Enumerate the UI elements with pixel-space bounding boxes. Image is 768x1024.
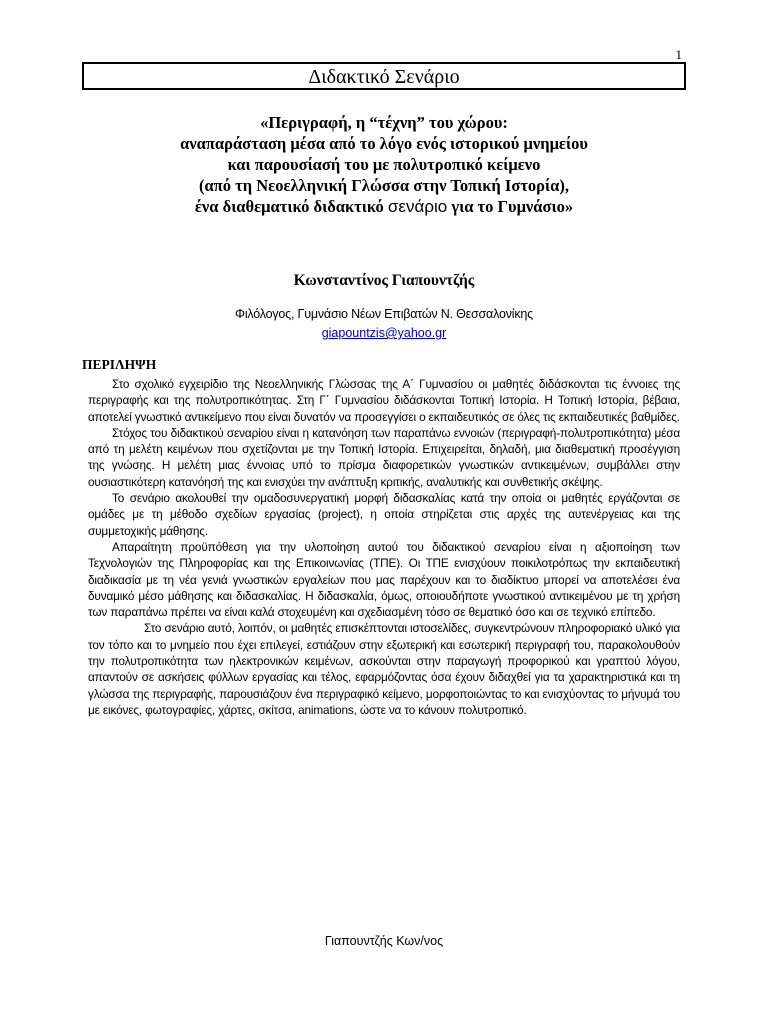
document-title: Διδακτικό Σενάριο	[82, 62, 686, 90]
author-email-link[interactable]: giapountzis@yahoo.gr	[321, 326, 447, 340]
heading-line-1: «Περιγραφή, η “τέχνη” του χώρου:	[260, 113, 508, 132]
heading-line-4: (από τη Νεοελληνική Γλώσσα στην Τοπική Ιστορία),	[199, 176, 569, 195]
heading-line-5-end: για το Γυμνάσιο»	[447, 197, 574, 216]
heading-line-5-scenario-word: σενάριο	[387, 197, 448, 216]
summary-body	[88, 376, 680, 718]
summary-paragraph-2: Στόχος του διδακτικού σεναρίου είναι η κατανόηση των παραπάνω εννοιών (περιγραφή-πολυτροπικότητα) μέσα από τη μελέτη κειμένων που σχετίζονται με την Τοπική Ιστορία. Επιχειρείται, δηλαδή, μια διαθεματική προσέγγιση της γνώσης. Η μελέτη μιας έννοιας υπό το πρίσμα διαφορετικών γνωστικών αντικειμένων, συμβάλλει στην ουσιαστικότερη κατανόησή της και ενισχύει την ανάπτυξη κριτικής, αναλυτικής και συνθετικής σκέψης.	[88, 425, 680, 489]
summary-paragraph-3: Το σενάριο ακολουθεί την ομαδοσυνεργατική μορφή διδασκαλίας κατά την οποία οι μαθητές εργάζονται σε ομάδες με τη μέθοδο σχεδίων εργασίας (project), η οποία στηρίζεται στις αρχές της αυτενέργειας και της συμμετοχικής μάθησης.	[88, 491, 680, 538]
author-email-line	[82, 326, 686, 340]
author-affiliation: Φιλόλογος, Γυμνάσιο Νέων Επιβατών Ν. Θεσσαλονίκης	[235, 307, 533, 321]
page-footer: Γιαπουντζής Κων/νος	[324, 934, 444, 948]
main-heading	[82, 112, 686, 217]
heading-line-5-start: ένα διαθεματικό διδακτικό	[194, 197, 388, 216]
summary-heading: ΠΕΡΙΛΗΨΗ	[82, 357, 157, 372]
page-number: 1	[675, 47, 682, 62]
summary-paragraph-4: Απαραίτητη προϋπόθεση για την υλοποίηση αυτού του διδακτικού σεναρίου είναι η αξιοποίηση των Τεχνολογιών της Πληροφορίας και της Επικοινωνίας (ΤΠΕ). Οι ΤΠΕ ενισχύουν ποικιλοτρόπως την εκπαιδευτική διαδικασία με τη νέα γενιά γνωστικών εργαλείων που μας παρέχουν και το διαδίκτυο μπορεί να αποτελέσει ένα δυναμικό μέσο μάθησης και διδασκαλίας. Η διδασκαλία, όμως, οποιουδήποτε γνωστικού αντικειμένου με τη χρήση των παραπάνω πρέπει να είναι καλά στοχευμένη και σχεδιασμένη τόσο σε θεματικό όσο και σε τεχνικό επίπεδο.	[88, 539, 680, 620]
heading-line-3: και παρουσίασή του με πολυτροπικό κείμενο	[227, 155, 541, 174]
author-name: Κωνσταντίνος Γιαπουντζής	[293, 272, 475, 289]
summary-paragraph-5: Στο σενάριο αυτό, λοιπόν, οι μαθητές επισκέπτονται ιστοσελίδες, συγκεντρώνουν πληροφοριακό υλικό για τον τόπο και το μνημείο που έχει επιλεγεί, εστιάζουν στην εξωτερική και εσωτερική περιγραφή του, παρακολουθούν την πολυτροπικότητα των ηλεκτρονικών κειμένων, ασκούνται στην παραγωγή προφορικού και γραπτού λόγου, απαντούν σε ασκήσεις φύλλων εργασίας και τέλος, εφαρμόζοντας όσα έχουν διδαχθεί για τα χαρακτηριστικά και τη γλώσσα της περιγραφής, παρουσιάζουν ένα περιγραφικό κείμενο, μορφοποιώντας το και ενισχύοντας το μήνυμά του με εικόνες, φωτογραφίες, χάρτες, σκίτσα, animations, ώστε να το κάνουν πολυτροπικό.	[88, 621, 680, 717]
heading-line-2: αναπαράσταση μέσα από το λόγο ενός ιστορικού μνημείου	[180, 134, 588, 153]
summary-paragraph-1: Στο σχολικό εγχειρίδιο της Νεοελληνικής Γλώσσας της Α΄ Γυμνασίου οι μαθητές διδάσκονται τις έννοιες της περιγραφής και της πολυτροπικότητας. Στη Γ΄ Γυμνασίου διδάσκονται Τοπική Ιστορία. Η Τοπική Ιστορία, βέβαια, αποτελεί γνωστικό αντικείμενο που είναι δυνατόν να προσεγγίσει ο εκπαιδευτικός σε όλες τις εκπαιδευτικές βαθμίδες.	[88, 377, 680, 424]
heading-line-5	[82, 196, 686, 217]
